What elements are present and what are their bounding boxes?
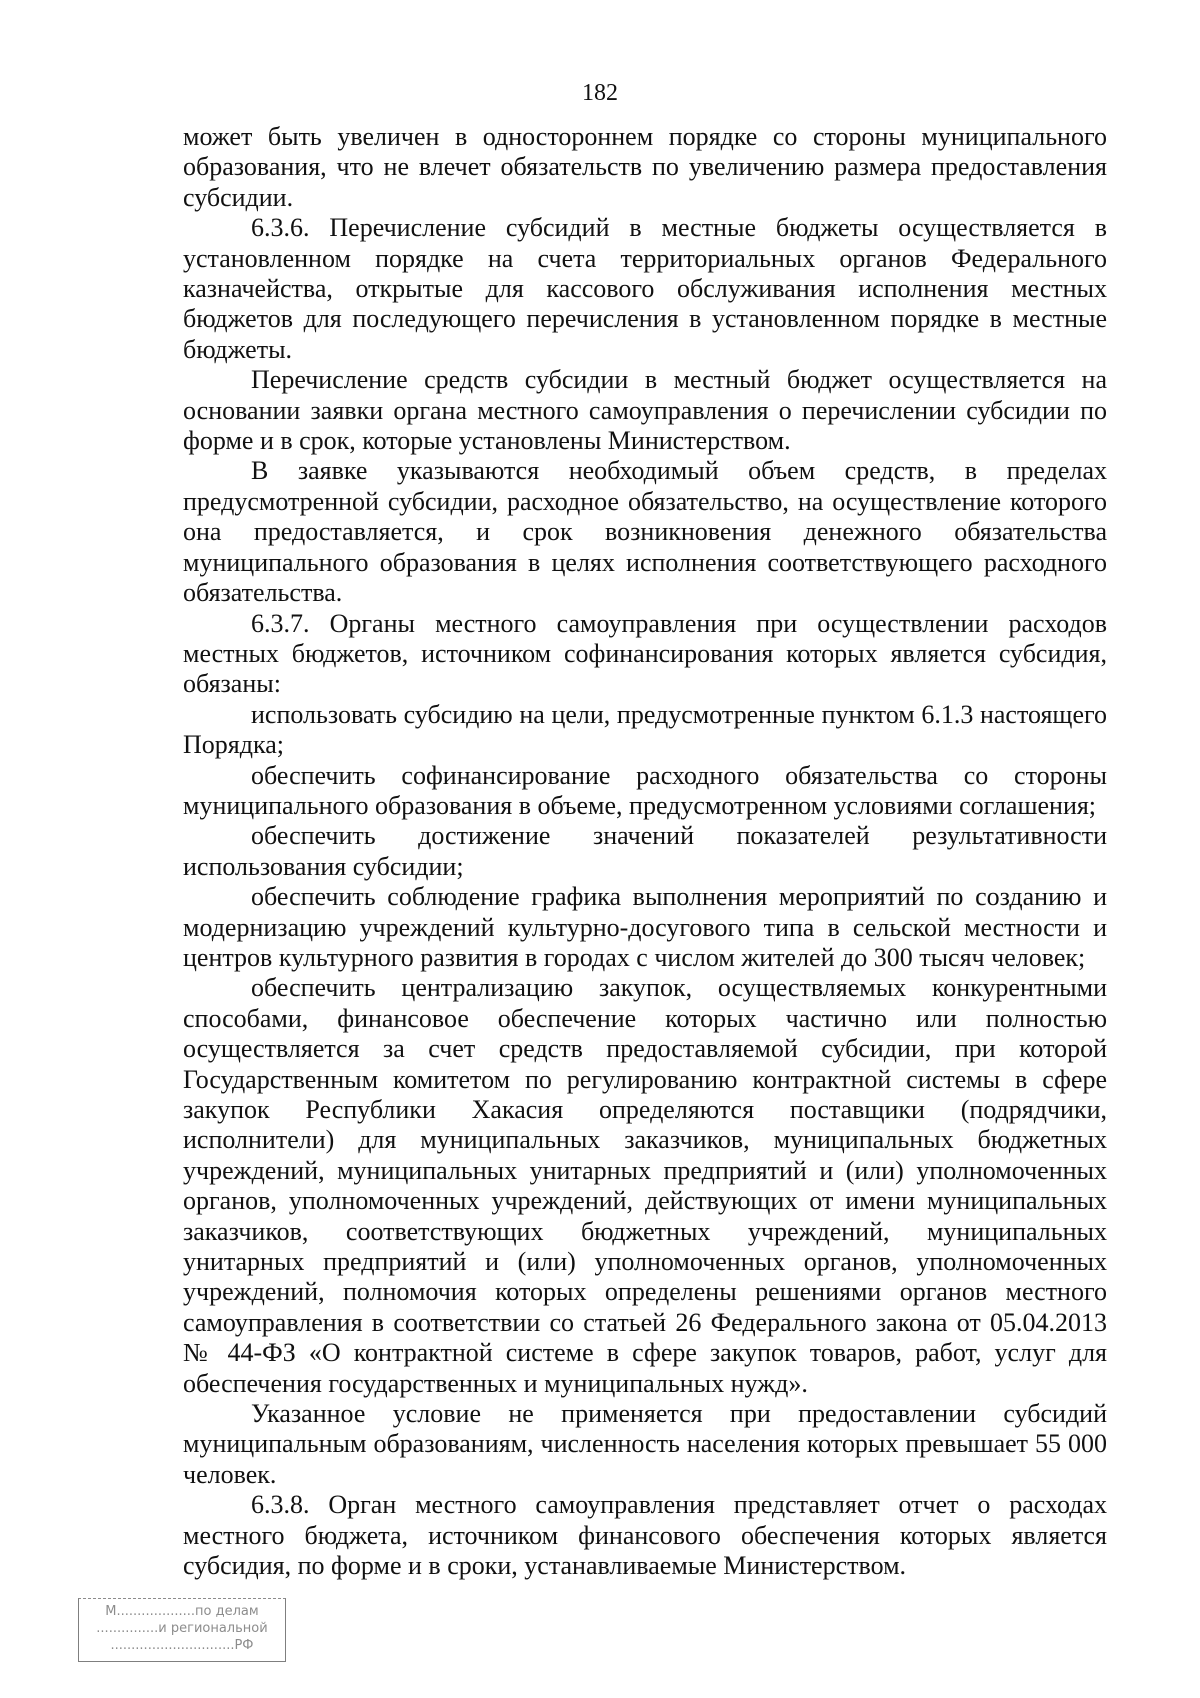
page-number: 182	[582, 80, 618, 106]
stamp-line-2: ...............и региональной	[96, 1621, 268, 1636]
obligation-cofinancing: обеспечить софинансирование расходного обязательства со стороны муниципального образования в объеме, предусмотренном условиями соглашения;	[183, 760, 1107, 820]
obligation-use-subsidy: использовать субсидию на цели, предусмотренные пунктом 6.1.3 настоящего Порядка;	[183, 699, 1107, 760]
paragraph-exception: Указанное условие не применяется при предоставлении субсидий муниципальным образованиям, численность населения которых превышает 55 000 человек.	[183, 1399, 1107, 1489]
paragraph-6-3-7: 6.3.7. Органы местного самоуправления при осуществлении расходов местных бюджетов, источником софинансирования которых является субсидия, обязаны:	[183, 608, 1107, 699]
registration-stamp	[78, 1598, 286, 1662]
stamp-line-1: М...................по делам	[105, 1604, 259, 1619]
paragraph-6-3-8: 6.3.8. Орган местного самоуправления представляет отчет о расходах местного бюджета, источником финансового обеспечения которых является субсидия, по форме и в сроки, устанавливаемые Министерством.	[183, 1490, 1107, 1581]
paragraph-transfer-basis: Перечисление средств субсидии в местный бюджет осуществляется на основании заявки органа местного самоуправления о перечислении субсидии по форме и в срок, которые установлены Министерством.	[183, 365, 1107, 456]
stamp-line-3: ..............................РФ	[110, 1638, 254, 1653]
document-body	[183, 122, 1107, 1582]
paragraph-continuation: может быть увеличен в одностороннем порядке со стороны муниципального образования, что не влечет обязательств по увеличению размера предоставления субсидии.	[183, 122, 1107, 212]
paragraph-application-content: В заявке указываются необходимый объем средств, в пределах предусмотренной субсидии, расходное обязательство, на осуществление которого она предоставляется, и срок возникновения денежного обязательства муниципального образования в целях исполнения соответствующего расходного обязательства.	[183, 456, 1107, 608]
paragraph-6-3-6: 6.3.6. Перечисление субсидий в местные бюджеты осуществляется в установленном порядке на счета территориальных органов Федерального казначейства, открытые для кассового обслуживания исполнения местных бюджетов для последующего перечисления в установленном порядке в местные бюджеты.	[183, 213, 1107, 364]
obligation-centralized-procurement: обеспечить централизацию закупок, осуществляемых конкурентными способами, финансовое обеспечение которых частично или полностью осуществляется за счет средств предоставляемой субсидии, при которой Государственным комитетом по регулированию контрактной системы в сфере закупок Республики Хакасия определяются поставщики (подрядчики, исполнители) для муниципальных заказчиков, муниципальных бюджетных учреждений, муниципальных унитарных предприятий и (или) уполномоченных органов, уполномоченных учреждений, действующих от имени муниципальных заказчиков, соответствующих бюджетных учреждений, муниципальных унитарных предприятий и (или) уполномоченных органов, уполномоченных учреждений, полномочия которых определены решениями органов местного самоуправления в соответствии со статьей 26 Федерального закона от 05.04.2013 № 44-ФЗ «О контрактной системе в сфере закупок товаров, работ, услуг для обеспечения государственных и муниципальных нужд».	[183, 973, 1107, 1398]
obligation-schedule: обеспечить соблюдение графика выполнения мероприятий по созданию и модернизацию учреждений культурно-досугового типа в сельской местности и центров культурного развития в городах с числом жителей до 300 тысяч человек;	[183, 882, 1107, 972]
obligation-indicators: обеспечить достижение значений показателей результативности использования субсидии;	[183, 821, 1107, 881]
